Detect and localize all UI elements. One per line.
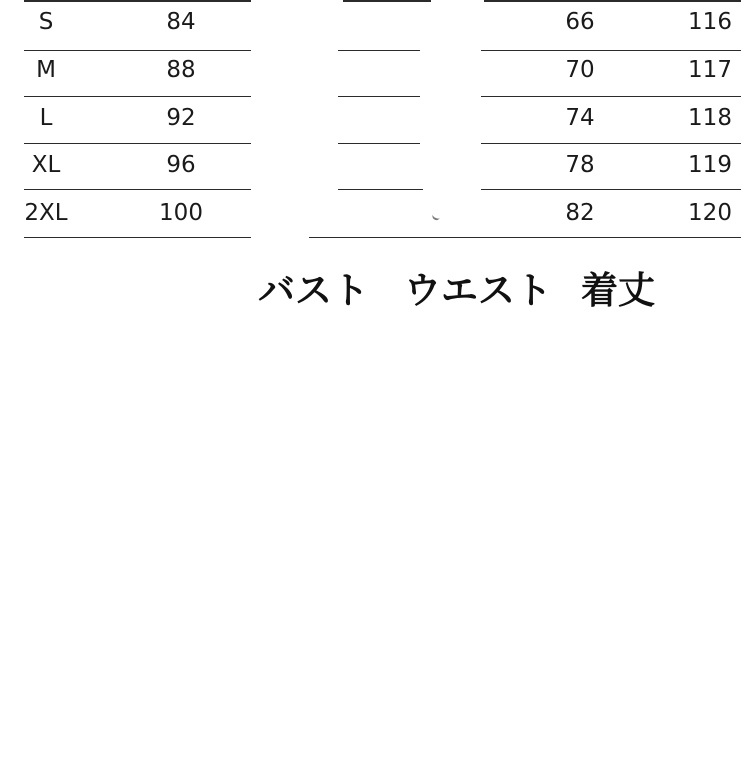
length-caption: 着丈 — [581, 269, 655, 312]
measurement-value: 118 — [688, 105, 732, 131]
row-divider — [481, 143, 741, 144]
row-divider — [24, 50, 251, 51]
waist-caption: ウエスト — [404, 269, 552, 312]
artifact-mark — [431, 213, 441, 222]
table-bottom-border — [309, 237, 741, 238]
row-divider — [338, 143, 420, 144]
measurement-value: 96 — [166, 152, 196, 178]
size-label: M — [36, 57, 56, 83]
size-label: L — [39, 105, 53, 131]
row-divider — [24, 96, 251, 97]
table-top-border-right — [484, 0, 741, 2]
measurement-value: 70 — [565, 57, 595, 83]
row-divider — [338, 96, 420, 97]
measurement-value: 117 — [688, 57, 732, 83]
table-bottom-border — [24, 237, 251, 238]
table-top-border-left — [24, 0, 251, 2]
measurement-value: 119 — [688, 152, 732, 178]
measurement-value: 116 — [688, 9, 732, 35]
bust-caption: バスト — [258, 269, 369, 312]
size-label: S — [38, 9, 54, 35]
measurement-value: 88 — [166, 57, 196, 83]
row-divider — [24, 143, 251, 144]
measurement-value: 78 — [565, 152, 595, 178]
row-divider — [481, 96, 741, 97]
measurement-value: 92 — [166, 105, 196, 131]
measurement-value: 120 — [688, 200, 732, 226]
measurement-value: 82 — [565, 200, 595, 226]
row-divider — [338, 189, 423, 190]
size-label: 2XL — [24, 200, 68, 226]
measurement-value: 66 — [565, 9, 595, 35]
row-divider — [481, 50, 741, 51]
row-divider — [481, 189, 741, 190]
measurement-value: 84 — [166, 9, 196, 35]
table-top-border-middle — [343, 0, 431, 2]
size-label: XL — [31, 152, 61, 178]
measurement-value: 74 — [565, 105, 595, 131]
row-divider — [338, 50, 420, 51]
row-divider — [24, 189, 251, 190]
measurement-value: 100 — [159, 200, 203, 226]
